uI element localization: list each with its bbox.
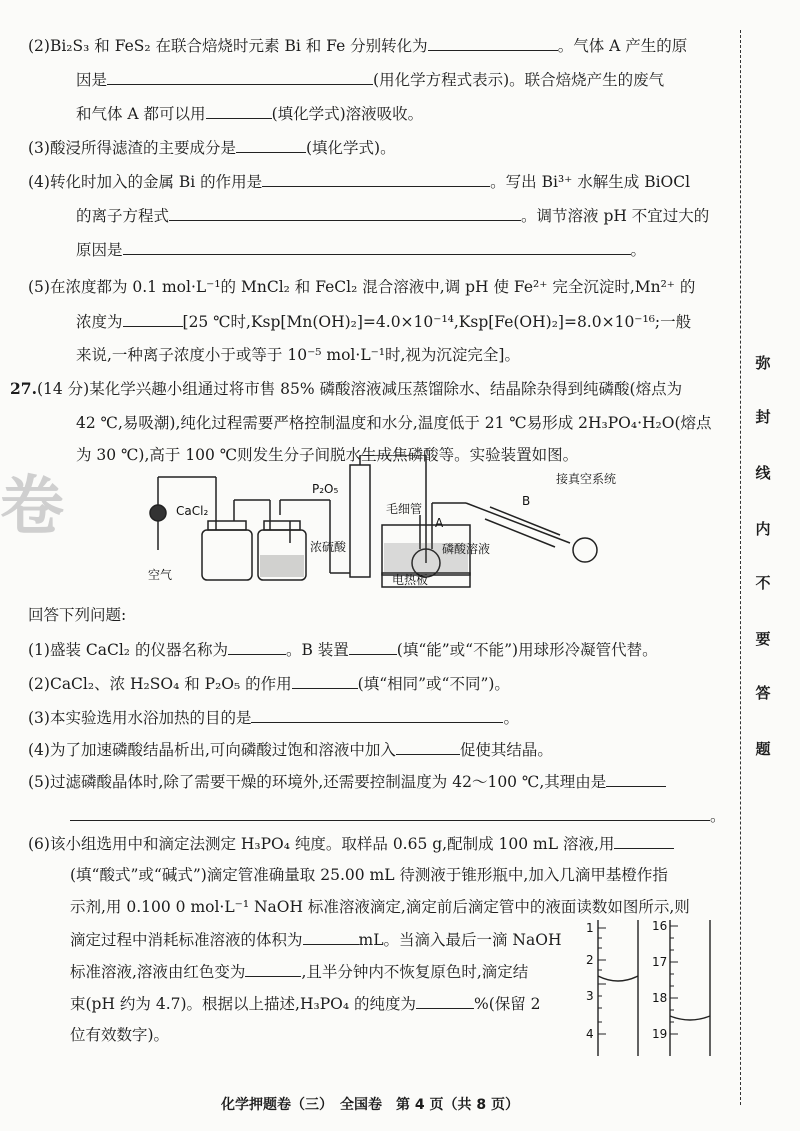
answer-blank[interactable] bbox=[107, 68, 373, 85]
sealing-text-char: 题 bbox=[755, 740, 771, 758]
q27-part6-line2: (填“酸式”或“碱式”)滴定管准确量取 25.00 mL 待测液于锥形瓶中,加入几滴甲基橙作指 bbox=[70, 866, 668, 884]
q26-part4-line3: 原因是 。 bbox=[76, 238, 646, 261]
left-tick-label: 2 bbox=[586, 953, 594, 967]
answer-blank[interactable] bbox=[123, 310, 183, 327]
answer-blank[interactable] bbox=[228, 638, 286, 655]
q27-part5-line2: 。 bbox=[70, 804, 726, 827]
q26-part3: (3)酸浸所得滤渣的主要成分是 (填化学式)。 bbox=[28, 136, 396, 159]
heater-label: 电热板 bbox=[392, 573, 429, 587]
sealing-text-char: 不 bbox=[755, 574, 771, 592]
answer-prompt: 回答下列问题: bbox=[28, 606, 127, 624]
answer-blank[interactable] bbox=[396, 738, 460, 755]
q26-part5-line3: 来说,一种离子浓度小于或等于 10⁻⁵ mol·L⁻¹时,视为沉淀完全]。 bbox=[76, 346, 520, 364]
q27-part6-line4: 滴定过程中消耗标准溶液的体积为 mL。当滴入最后一滴 NaOH bbox=[70, 928, 561, 951]
q27-part2: (2)CaCl₂、浓 H₂SO₄ 和 P₂O₅ 的作用 (填“相同”或“不同”)。 bbox=[28, 672, 510, 695]
answer-blank[interactable] bbox=[614, 832, 674, 849]
sealing-text-char: 弥 bbox=[755, 354, 771, 372]
answer-blank[interactable] bbox=[428, 34, 558, 51]
answer-blank[interactable] bbox=[70, 804, 710, 821]
answer-blank[interactable] bbox=[236, 136, 306, 153]
burette-readings bbox=[582, 918, 732, 1058]
sealing-text-char: 要 bbox=[755, 630, 771, 648]
p2o5-label: P₂O₅ bbox=[312, 482, 339, 496]
q26-part4-line2: 的离子方程式 。调节溶液 pH 不宜过大的 bbox=[76, 204, 709, 227]
answer-blank[interactable] bbox=[251, 706, 503, 723]
page-footer: 化学押题卷（三） 全国卷 第 4 页（共 8 页） bbox=[221, 1097, 519, 1113]
drying-tube-bulb bbox=[150, 505, 166, 521]
answer-blank[interactable] bbox=[606, 770, 666, 787]
left-meniscus bbox=[598, 976, 638, 981]
h2so4-label: 浓硫酸 bbox=[310, 540, 347, 554]
watermark: 卷 bbox=[0, 469, 66, 544]
answer-blank[interactable] bbox=[303, 928, 359, 945]
answer-blank[interactable] bbox=[123, 238, 631, 255]
sealing-text-char: 内 bbox=[755, 520, 771, 538]
q26-part2-line3: 和气体 A 都可以用 (填化学式)溶液吸收。 bbox=[76, 102, 423, 125]
solution-label: 磷酸溶液 bbox=[442, 542, 491, 556]
apparatus-diagram bbox=[130, 455, 650, 590]
answer-blank[interactable] bbox=[262, 170, 490, 187]
sealing-text-char: 线 bbox=[755, 464, 771, 482]
q27-part6-line5: 标准溶液,溶液由红色变为 ,且半分钟内不恢复原色时,滴定结 bbox=[70, 960, 528, 983]
condenser-b bbox=[466, 503, 570, 543]
q27-part6-line7: 位有效数字)。 bbox=[70, 1026, 170, 1044]
answer-blank[interactable] bbox=[292, 672, 358, 689]
q26-part5-line1: (5)在浓度都为 0.1 mol·L⁻¹的 MnCl₂ 和 FeCl₂ 混合溶液中,调 pH 使 Fe²⁺ 完全沉淀时,Mn²⁺ 的 bbox=[28, 278, 696, 296]
capillary-label: 毛细管 bbox=[386, 502, 423, 516]
answer-blank[interactable] bbox=[416, 992, 474, 1009]
left-tick-label: 4 bbox=[586, 1027, 594, 1041]
right-tick-label: 16 bbox=[652, 919, 668, 933]
answer-blank[interactable] bbox=[206, 102, 272, 119]
answer-blank[interactable] bbox=[169, 204, 521, 221]
q27-intro-line2: 42 ℃,易吸潮),纯化过程需要严格控制温度和水分,温度低于 21 ℃易形成 2H₃PO₄·H₂O(熔点 bbox=[76, 414, 712, 432]
vacuum-label: 接真空系统 bbox=[556, 472, 617, 486]
left-tick-label: 3 bbox=[586, 989, 594, 1003]
sealing-line bbox=[740, 30, 742, 1105]
right-tick-label: 18 bbox=[652, 991, 668, 1005]
q27-intro-line1: 27.(14 分)某化学兴趣小组通过将市售 85% 磷酸溶液减压蒸馏除水、结晶除杂得到纯磷酸(熔点为 bbox=[10, 379, 683, 398]
cacl2-label: CaCl₂ bbox=[176, 504, 209, 518]
right-tick-label: 19 bbox=[652, 1027, 668, 1041]
q27-part1: (1)盛装 CaCl₂ 的仪器名称为 。B 装置 (填“能”或“不能”)用球形冷凝管代替。 bbox=[28, 638, 658, 661]
flask-a-label: A bbox=[435, 516, 444, 530]
p2o5-column bbox=[350, 465, 370, 577]
answer-blank[interactable] bbox=[349, 638, 397, 655]
q27-part6-line3: 示剂,用 0.100 0 mol·L⁻¹ NaOH 标准溶液滴定,滴定前后滴定管中的液面读数如图所示,则 bbox=[70, 898, 690, 916]
condenser-b-label: B bbox=[522, 494, 531, 508]
q26-part2-line1: (2)Bi₂S₃ 和 FeS₂ 在联合焙烧时元素 Bi 和 Fe 分别转化为 。气体 A 产生的原 bbox=[28, 34, 687, 57]
right-meniscus bbox=[670, 1016, 710, 1020]
q27-part4: (4)为了加速磷酸结晶析出,可向磷酸过饱和溶液中加入 促使其结晶。 bbox=[28, 738, 553, 761]
right-tick-label: 17 bbox=[652, 955, 668, 969]
sealing-text-char: 封 bbox=[755, 408, 771, 426]
q27-part6-line6: 束(pH 约为 4.7)。根据以上描述,H₃PO₄ 的纯度为 %(保留 2 bbox=[70, 992, 541, 1015]
sealing-text-char: 答 bbox=[755, 684, 771, 702]
receiving-flask bbox=[573, 538, 597, 562]
q27-intro-line3: 为 30 ℃),高于 100 ℃则发生分子间脱水生成焦磷酸等。实验装置如图。 bbox=[76, 446, 579, 464]
q27-part3: (3)本实验选用水浴加热的目的是 。 bbox=[28, 706, 519, 729]
gas-bottle-1 bbox=[202, 530, 252, 580]
q26-part5-line2: 浓度为 [25 ℃时,Ksp[Mn(OH)₂]=4.0×10⁻¹⁴,Ksp[Fe(OH)₂]=8.0×10⁻¹⁶;一般 bbox=[76, 310, 691, 333]
air-label: 空气 bbox=[148, 568, 173, 582]
q26-part4-line1: (4)转化时加入的金属 Bi 的作用是 。写出 Bi³⁺ 水解生成 BiOCl bbox=[28, 170, 690, 193]
q27-part6-line1: (6)该小组选用中和滴定法测定 H₃PO₄ 纯度。取样品 0.65 g,配制成 100 mL 溶液,用 bbox=[28, 832, 674, 855]
q26-part2-line2: 因是 (用化学方程式表示)。联合焙烧产生的废气 bbox=[76, 68, 664, 91]
q27-part5-line1: (5)过滤磷酸晶体时,除了需要干燥的环境外,还需要控制温度为 42～100 ℃,其理由是 bbox=[28, 770, 666, 793]
left-tick-label: 1 bbox=[586, 921, 594, 935]
question-number: 27. bbox=[10, 379, 37, 398]
answer-blank[interactable] bbox=[245, 960, 301, 977]
